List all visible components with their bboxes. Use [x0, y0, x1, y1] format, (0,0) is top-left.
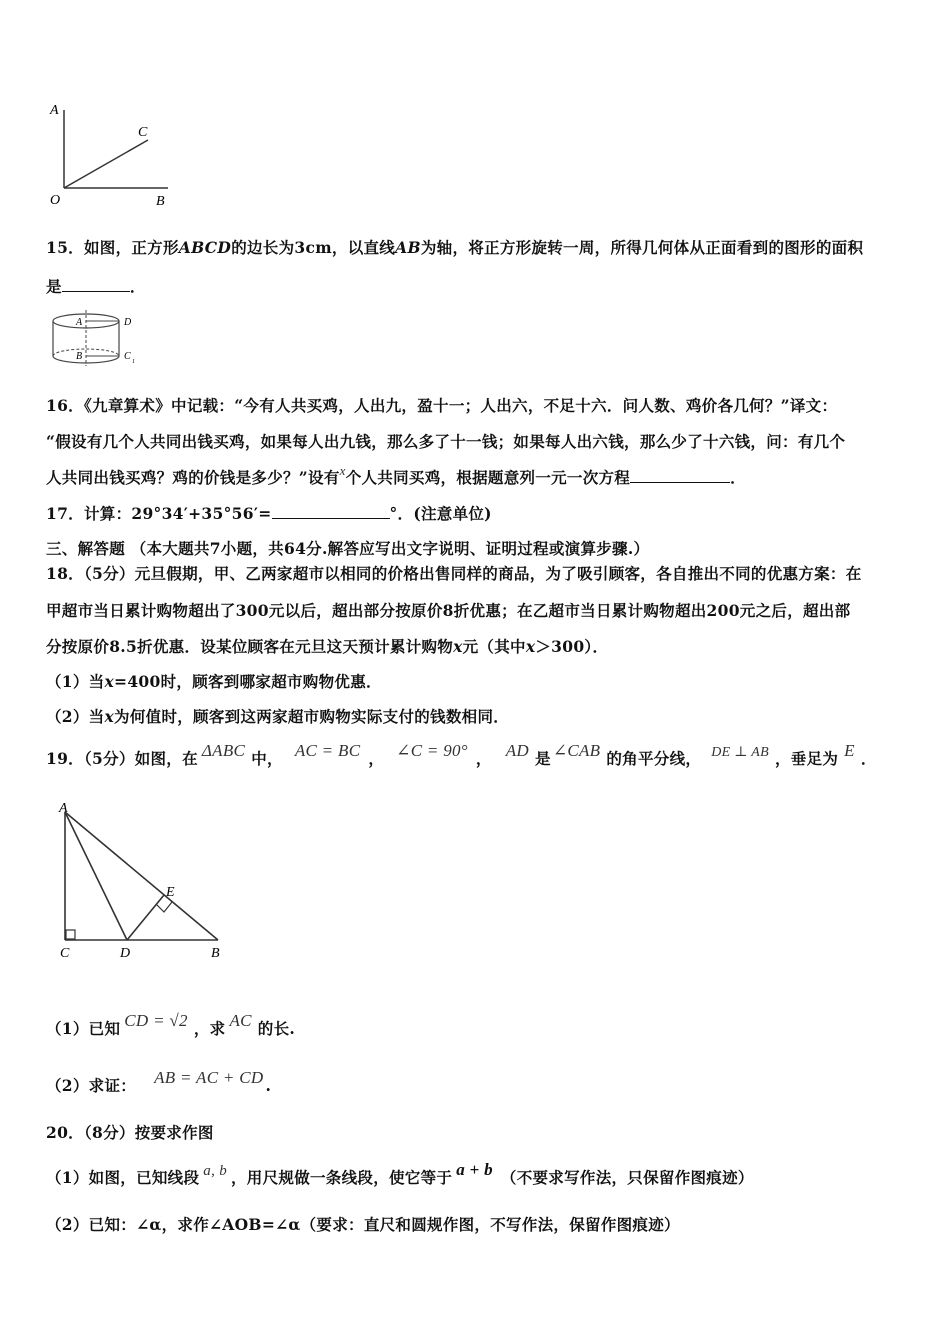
math-ad: AD	[505, 741, 529, 760]
label-a: A	[59, 801, 68, 816]
label-b: B	[156, 194, 165, 209]
segment-de	[127, 895, 164, 940]
q19-sub2: （2）求证： AB = AC + CD .	[46, 1068, 272, 1095]
label-d: D	[120, 946, 131, 961]
label-b: B	[76, 351, 83, 362]
answer-blank[interactable]	[630, 468, 730, 483]
q15-line1: 15．如图，正方形ABCD的边长为3cm，以直线AB为轴，将正方形旋转一周，所得几何体从正面看到的图形的面积	[46, 238, 864, 257]
math-ac: AC	[229, 1011, 252, 1030]
math-triangle-abc: ΔABC	[201, 741, 246, 760]
triangle-figure	[48, 790, 238, 970]
q19-line1: 19．（5分）如图，在 ΔABC 中， AC = BC ， ∠C = 90° ， AD 是 ∠CAB 的角平分线， DE ⊥ AB ，垂足为 E ．	[46, 741, 877, 768]
math-cd-eq-root2: CD = √2	[124, 1011, 188, 1030]
q16-line3: 人共同出钱买鸡？鸡的价钱是多少？”设有$^x$个人共同买鸡，根据题意列一元一次方程 ．	[46, 463, 746, 487]
q18-sub2: （2）当x为何值时，顾客到这两家超市购物实际支付的钱数相同．	[46, 707, 510, 726]
ray-oc	[64, 140, 148, 188]
q20-lead: 20．（8分）按要求作图	[46, 1123, 214, 1142]
label-c: C	[124, 351, 131, 362]
q17: 17．计算：29°34′+35°56′= °．(注意单位)	[46, 504, 492, 523]
math-angle-c: ∠C = 90°	[396, 741, 468, 760]
q18-line3: 分按原价8.5折优惠．设某位顾客在元旦这天预计累计购物x元（其中x＞300）．	[46, 637, 609, 656]
angle-figure	[44, 98, 184, 210]
label-b: B	[211, 946, 220, 961]
q20-sub1: （1）如图，已知线段 a, b ，用尺规做一条线段，使它等于 a + b （不要求写作法，只保留作图痕迹）	[46, 1160, 754, 1187]
math-a-plus-b: a + b	[456, 1160, 493, 1179]
q16-line2: “假设有几个人共同出钱买鸡，如果每人出九钱，那么多了十一钱；如果每人出六钱，那么少了十六钱，问：有几个	[46, 432, 846, 451]
q16-line1: 16．《九章算术》中记载：“今有人共买鸡，人出九，盈十一；人出六，不足十六．问人数、鸡价各几何？”译文：	[46, 396, 838, 415]
math-de-perp-ab: DE ⊥ AB	[711, 745, 769, 760]
q18-line2: 甲超市当日累计购物超出了300元以后，超出部分按原价8折优惠；在乙超市当日累计购物超出200元之后，超出部	[46, 601, 851, 620]
side-ab	[65, 812, 218, 940]
label-d: D	[124, 317, 132, 328]
answer-blank[interactable]	[62, 277, 130, 292]
q18-line1: 18．（5分）元旦假期，甲、乙两家超市以相同的价格出售同样的商品，为了吸引顾客，各自推出不同的优惠方案：在	[46, 564, 862, 583]
q20-sub2: （2）已知：∠α，求作∠AOB=∠α（要求：直尺和圆规作图，不写作法，保留作图痕迹）	[46, 1215, 680, 1234]
math-ab-eq-ac-plus-cd: AB = AC + CD	[154, 1068, 264, 1087]
label-c: C	[60, 946, 70, 961]
label-c: C	[138, 125, 148, 140]
label-o: O	[50, 193, 61, 208]
math-x: x	[339, 463, 346, 478]
math-a-b: a, b	[203, 1163, 227, 1179]
right-angle-e	[156, 902, 172, 912]
q19-sub1: （1）已知 CD = √2 ，求 AC 的长.	[46, 1011, 296, 1038]
label-a: A	[76, 317, 83, 328]
section-3-heading: 三、解答题 （本大题共7小题，共64分.解答应写出文字说明、证明过程或演算步骤.）	[46, 539, 650, 558]
q15-line2: 是 ．	[46, 277, 146, 296]
answer-blank[interactable]	[272, 504, 390, 519]
label-a: A	[50, 103, 59, 118]
cylinder-figure	[46, 306, 146, 370]
label-c-subscript: 1	[132, 359, 135, 365]
label-e: E	[166, 885, 175, 900]
math-angle-cab: ∠CAB	[552, 741, 601, 760]
math-ac-eq-bc: AC = BC	[294, 741, 361, 760]
right-angle-c	[66, 930, 75, 939]
segment-ad	[65, 812, 127, 940]
math-e: E	[844, 741, 855, 760]
q18-sub1: （1）当x=400时，顾客到哪家超市购物优惠．	[46, 672, 382, 691]
